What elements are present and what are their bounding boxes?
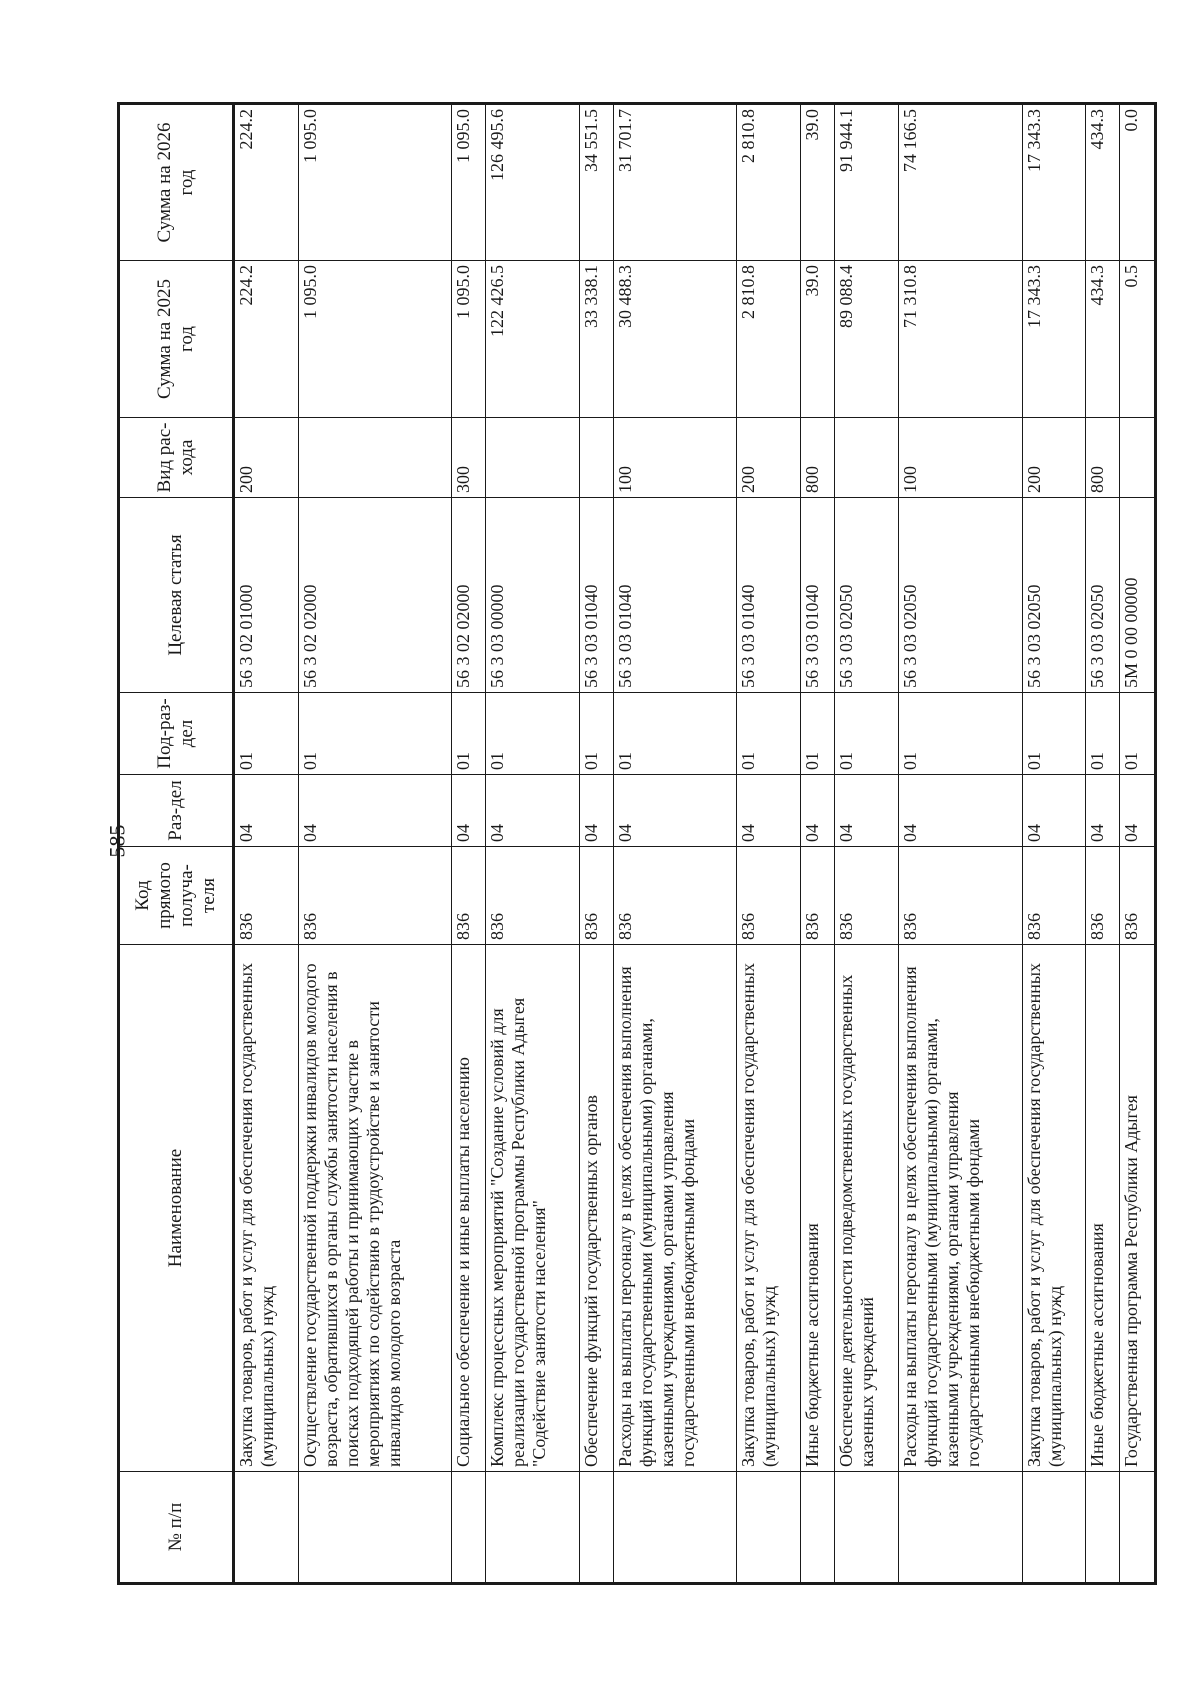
cell-sum-2026: 91 944.1 [835, 104, 899, 261]
rotated-table-container [117, 105, 1157, 1585]
table-row [486, 104, 580, 1584]
cell-subsection: 01 [614, 693, 737, 775]
cell-section: 04 [614, 775, 737, 847]
table-row [737, 104, 801, 1584]
table-row [835, 104, 899, 1584]
cell-section: 04 [580, 775, 614, 847]
table-row [1022, 104, 1086, 1584]
cell-target: 56 3 02 02000 [452, 498, 486, 693]
cell-sum-2026: 0.0 [1120, 104, 1156, 261]
header-sum-2025: Сумма на 2025 год [119, 261, 234, 418]
table-row [580, 104, 614, 1584]
cell-code: 836 [299, 847, 452, 945]
cell-code: 836 [801, 847, 835, 945]
header-sum-2026: Сумма на 2026 год [119, 104, 234, 261]
cell-idx [580, 1472, 614, 1584]
cell-name: Обеспечение деятельности подведомственных государственных казенных учреждений [835, 945, 899, 1472]
page-number: - 585 - [104, 811, 130, 871]
cell-code: 836 [452, 847, 486, 945]
cell-sum-2025: 30 488.3 [614, 261, 737, 418]
cell-expense: 200 [1022, 418, 1086, 498]
cell-target: 56 3 03 01040 [737, 498, 801, 693]
table-row [299, 104, 452, 1584]
cell-name: Расходы на выплаты персоналу в целях обеспечения выполнения функций государственными (муниципальными) органами, казенными учреждениями, органами управления государственными внебюджетными фондами [614, 945, 737, 1472]
cell-name: Государственная программа Республики Адыгея [1120, 945, 1156, 1472]
cell-subsection: 01 [1022, 693, 1086, 775]
cell-name: Иные бюджетные ассигнования [801, 945, 835, 1472]
table-row [614, 104, 737, 1584]
cell-subsection: 01 [580, 693, 614, 775]
cell-idx [835, 1472, 899, 1584]
cell-idx [234, 1472, 299, 1584]
cell-sum-2026: 126 495.6 [486, 104, 580, 261]
cell-expense: 100 [899, 418, 1022, 498]
table-row [234, 104, 299, 1584]
cell-code: 836 [1086, 847, 1120, 945]
cell-target: 56 3 03 02050 [1086, 498, 1120, 693]
cell-subsection: 01 [801, 693, 835, 775]
cell-name: Обеспечение функций государственных органов [580, 945, 614, 1472]
cell-sum-2025: 71 310.8 [899, 261, 1022, 418]
cell-expense [580, 418, 614, 498]
cell-name: Осуществление государственной поддержки инвалидов молодого возраста, обратившихся в органы службы занятости населения в поисках подходящей работы и принимающих участие в мероприятиях по содействию в трудоустройстве и занятости инвалидов молодого возраста [299, 945, 452, 1472]
cell-section: 04 [299, 775, 452, 847]
cell-sum-2025: 39.0 [801, 261, 835, 418]
table-row [452, 104, 486, 1584]
cell-code: 836 [737, 847, 801, 945]
cell-sum-2025: 1 095.0 [299, 261, 452, 418]
cell-expense: 100 [614, 418, 737, 498]
cell-target: 56 3 03 01040 [580, 498, 614, 693]
cell-target: 56 3 02 01000 [234, 498, 299, 693]
header-subsection: Под-раз-дел [119, 693, 234, 775]
cell-code: 836 [899, 847, 1022, 945]
cell-sum-2025: 89 088.4 [835, 261, 899, 418]
cell-sum-2025: 17 343.3 [1022, 261, 1086, 418]
cell-sum-2025: 0.5 [1120, 261, 1156, 418]
cell-target: 56 3 03 02050 [1022, 498, 1086, 693]
cell-idx [452, 1472, 486, 1584]
cell-idx [1022, 1472, 1086, 1584]
cell-target: 5М 0 00 00000 [1120, 498, 1156, 693]
cell-name: Иные бюджетные ассигнования [1086, 945, 1120, 1472]
cell-code: 836 [486, 847, 580, 945]
cell-subsection: 01 [1120, 693, 1156, 775]
cell-section: 04 [234, 775, 299, 847]
cell-subsection: 01 [486, 693, 580, 775]
cell-idx [614, 1472, 737, 1584]
cell-idx [737, 1472, 801, 1584]
budget-table [117, 102, 1157, 1585]
table-header-row [119, 104, 234, 1584]
cell-target: 56 3 03 02050 [835, 498, 899, 693]
cell-sum-2025: 224.2 [234, 261, 299, 418]
cell-sum-2026: 1 095.0 [299, 104, 452, 261]
cell-target: 56 3 03 00000 [486, 498, 580, 693]
cell-expense [486, 418, 580, 498]
cell-section: 04 [801, 775, 835, 847]
cell-sum-2025: 1 095.0 [452, 261, 486, 418]
cell-expense [1120, 418, 1156, 498]
cell-expense: 800 [801, 418, 835, 498]
cell-code: 836 [614, 847, 737, 945]
cell-name: Закупка товаров, работ и услуг для обеспечения государственных (муниципальных) нужд [737, 945, 801, 1472]
cell-code: 836 [1022, 847, 1086, 945]
cell-sum-2025: 33 338.1 [580, 261, 614, 418]
cell-subsection: 01 [1086, 693, 1120, 775]
cell-name: Социальное обеспечение и иные выплаты населению [452, 945, 486, 1472]
cell-idx [1120, 1472, 1156, 1584]
header-idx: № п/п [119, 1472, 234, 1584]
cell-section: 04 [835, 775, 899, 847]
cell-name: Расходы на выплаты персоналу в целях обеспечения выполнения функций государственными (муниципальными) органами, казенными учреждениями, органами управления государственными внебюджетными фондами [899, 945, 1022, 1472]
cell-target: 56 3 03 01040 [614, 498, 737, 693]
cell-name: Закупка товаров, работ и услуг для обеспечения государственных (муниципальных) нужд [234, 945, 299, 1472]
header-name: Наименование [119, 945, 234, 1472]
cell-target: 56 3 03 01040 [801, 498, 835, 693]
cell-sum-2026: 74 166.5 [899, 104, 1022, 261]
header-section: Раз-дел [119, 775, 234, 847]
cell-section: 04 [1086, 775, 1120, 847]
cell-sum-2026: 434.3 [1086, 104, 1120, 261]
cell-section: 04 [452, 775, 486, 847]
cell-subsection: 01 [234, 693, 299, 775]
cell-sum-2026: 224.2 [234, 104, 299, 261]
cell-sum-2025: 434.3 [1086, 261, 1120, 418]
cell-section: 04 [486, 775, 580, 847]
cell-idx [299, 1472, 452, 1584]
cell-idx [899, 1472, 1022, 1584]
cell-sum-2026: 2 810.8 [737, 104, 801, 261]
cell-section: 04 [1120, 775, 1156, 847]
cell-sum-2025: 122 426.5 [486, 261, 580, 418]
header-expense: Вид рас-хода [119, 418, 234, 498]
cell-expense [299, 418, 452, 498]
cell-target: 56 3 03 02050 [899, 498, 1022, 693]
cell-code: 836 [234, 847, 299, 945]
table-row [1120, 104, 1156, 1584]
table-row [801, 104, 835, 1584]
cell-sum-2026: 34 551.5 [580, 104, 614, 261]
cell-idx [486, 1472, 580, 1584]
cell-name: Закупка товаров, работ и услуг для обеспечения государственных (муниципальных) нужд [1022, 945, 1086, 1472]
cell-expense: 300 [452, 418, 486, 498]
cell-idx [801, 1472, 835, 1584]
cell-target: 56 3 02 02000 [299, 498, 452, 693]
cell-subsection: 01 [835, 693, 899, 775]
cell-subsection: 01 [299, 693, 452, 775]
cell-section: 04 [1022, 775, 1086, 847]
cell-subsection: 01 [899, 693, 1022, 775]
cell-sum-2026: 1 095.0 [452, 104, 486, 261]
cell-section: 04 [899, 775, 1022, 847]
cell-code: 836 [835, 847, 899, 945]
cell-subsection: 01 [452, 693, 486, 775]
cell-sum-2026: 39.0 [801, 104, 835, 261]
cell-sum-2025: 2 810.8 [737, 261, 801, 418]
cell-expense: 200 [737, 418, 801, 498]
cell-code: 836 [1120, 847, 1156, 945]
cell-idx [1086, 1472, 1120, 1584]
cell-section: 04 [737, 775, 801, 847]
cell-sum-2026: 17 343.3 [1022, 104, 1086, 261]
header-target: Целевая статья [119, 498, 234, 693]
cell-subsection: 01 [737, 693, 801, 775]
table-row [899, 104, 1022, 1584]
cell-expense: 800 [1086, 418, 1120, 498]
cell-expense [835, 418, 899, 498]
cell-name: Комплекс процессных мероприятий "Создание условий для реализации государственной программы Республики Адыгея "Содействие занятости населения" [486, 945, 580, 1472]
cell-expense: 200 [234, 418, 299, 498]
cell-code: 836 [580, 847, 614, 945]
table-row [1086, 104, 1120, 1584]
header-code: Код прямого получа-теля [119, 847, 234, 945]
cell-sum-2026: 31 701.7 [614, 104, 737, 261]
